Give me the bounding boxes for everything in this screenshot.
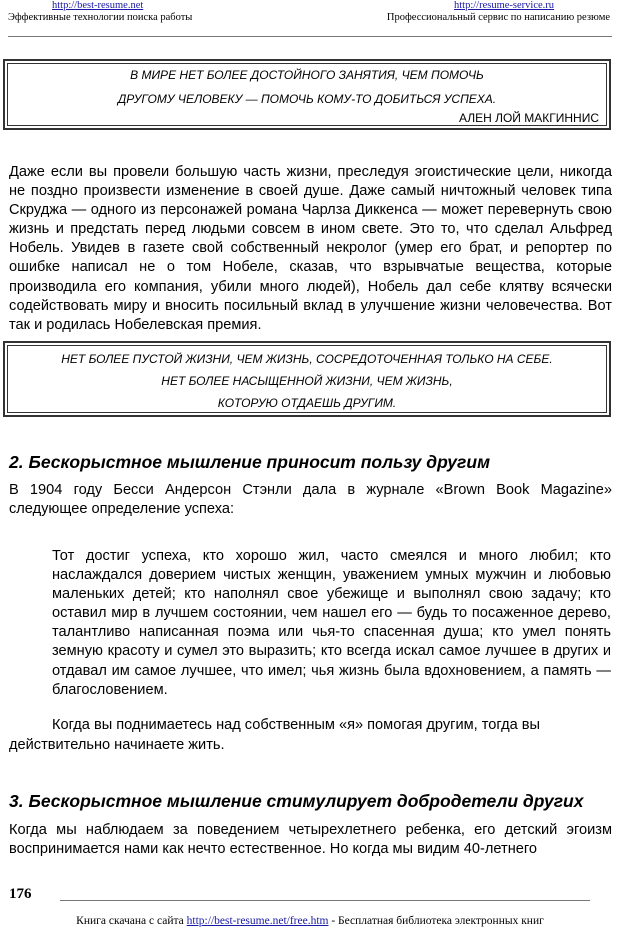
body-paragraph: Даже если вы провели большую часть жизни, преследуя эгоистические цели, никогда не поздно произвести изменение в своей душе. Даже самый ничтожный человек типа Скруджа — одного из персонажей романа Чарлза Диккенса — может перевернуть свою жизнь и предстать перед людьми совсем в ином свете. Это то, что сделал Альфред Нобель. Увидев в газете свой собственный некролог (умер его брат, и репортер по ошибке написал не о том Нобеле, сказав, что взрывчатые вещества, которые производила его компания, убили много людей), Нобель дал себе клятву всячески содействовать миру и вносить посильный вклад в улучшение жизни человечества. Вот так и родилась Нобелевская премия.	[9, 164, 612, 333]
header-divider	[8, 36, 612, 37]
section3-paragraph: Когда мы наблюдаем за поведением четырехлетнего ребенка, его детский эгоизм воспринимается нами как нечто естественное. Но когда мы видим 40-летнего	[9, 822, 612, 858]
epigraph-box	[3, 59, 611, 130]
section2-closing-end: действительно начинаете жить.	[9, 737, 225, 753]
epigraph-box-2	[3, 341, 611, 417]
section-heading-2: 2. Бескорыстное мышление приносит пользу другим	[9, 452, 491, 472]
footer-line	[0, 915, 620, 927]
header-left-text: Эффективные технологии поиска работы	[8, 12, 193, 23]
epigraph-line-2: ДРУГОМУ ЧЕЛОВЕКУ — ПОМОЧЬ КОМУ-ТО ДОБИТЬСЯ УСПЕХА.	[117, 92, 497, 106]
page-number: 176	[9, 886, 32, 902]
epigraph-author: АЛЕН ЛОЙ МАКГИННИС	[458, 111, 599, 125]
epigraph-line-1: В МИРЕ НЕТ БОЛЕЕ ДОСТОЙНОГО ЗАНЯТИЯ, ЧЕМ ПОМОЧЬ	[130, 68, 484, 82]
epigraph2-line-2: НЕТ БОЛЕЕ НАСЫЩЕННОЙ ЖИЗНИ, ЧЕМ ЖИЗНЬ,	[161, 374, 453, 388]
header-right-text: Профессиональный сервис по написанию резюме	[386, 12, 610, 23]
footer-prefix: Книга скачана с сайта	[76, 915, 187, 927]
header-left-link[interactable]: http://best-resume.net	[52, 0, 144, 11]
section2-block-quote: Тот достиг успеха, кто хорошо жил, часто смеялся и много любил; кто наслаждался доверием чистых женщин, уважением умных мужчин и любовью маленьких детей; кто наполнял свое убежище и выполнял свою задачу; кто оставил мир в лучшем состоянии, чем нашел его — будь то посаженное дерево, талантливо написанная поэма или чья-то спасенная душа; кто умел понять земную красоту и сумел это выразить; кто всегда искал самое лучшее в других и отдавал им самое лучшее, что имел; чья жизнь была вдохновением, а память — благословением.	[52, 548, 611, 698]
section2-intro: В 1904 году Бесси Андерсон Стэнли дала в журнале «Brown Book Magazine» следующее определение успеха:	[9, 482, 612, 518]
header-right-link[interactable]: http://resume-service.ru	[454, 0, 555, 11]
footer-divider	[60, 900, 590, 901]
epigraph2-line-1: НЕТ БОЛЕЕ ПУСТОЙ ЖИЗНИ, ЧЕМ ЖИЗНЬ, СОСРЕДОТОЧЕННАЯ ТОЛЬКО НА СЕБЕ.	[61, 352, 553, 366]
footer-link[interactable]: http://best-resume.net/free.htm	[186, 915, 329, 927]
footer-suffix: - Бесплатная библиотека электронных книг	[328, 915, 544, 927]
section-heading-3: 3. Бескорыстное мышление стимулирует добродетели других	[9, 791, 584, 811]
epigraph2-line-3: КОТОРУЮ ОТДАЕШЬ ДРУГИМ.	[217, 396, 397, 410]
section2-closing: Когда вы поднимаетесь над собственным «я» помогая другим, тогда вы	[52, 717, 541, 733]
